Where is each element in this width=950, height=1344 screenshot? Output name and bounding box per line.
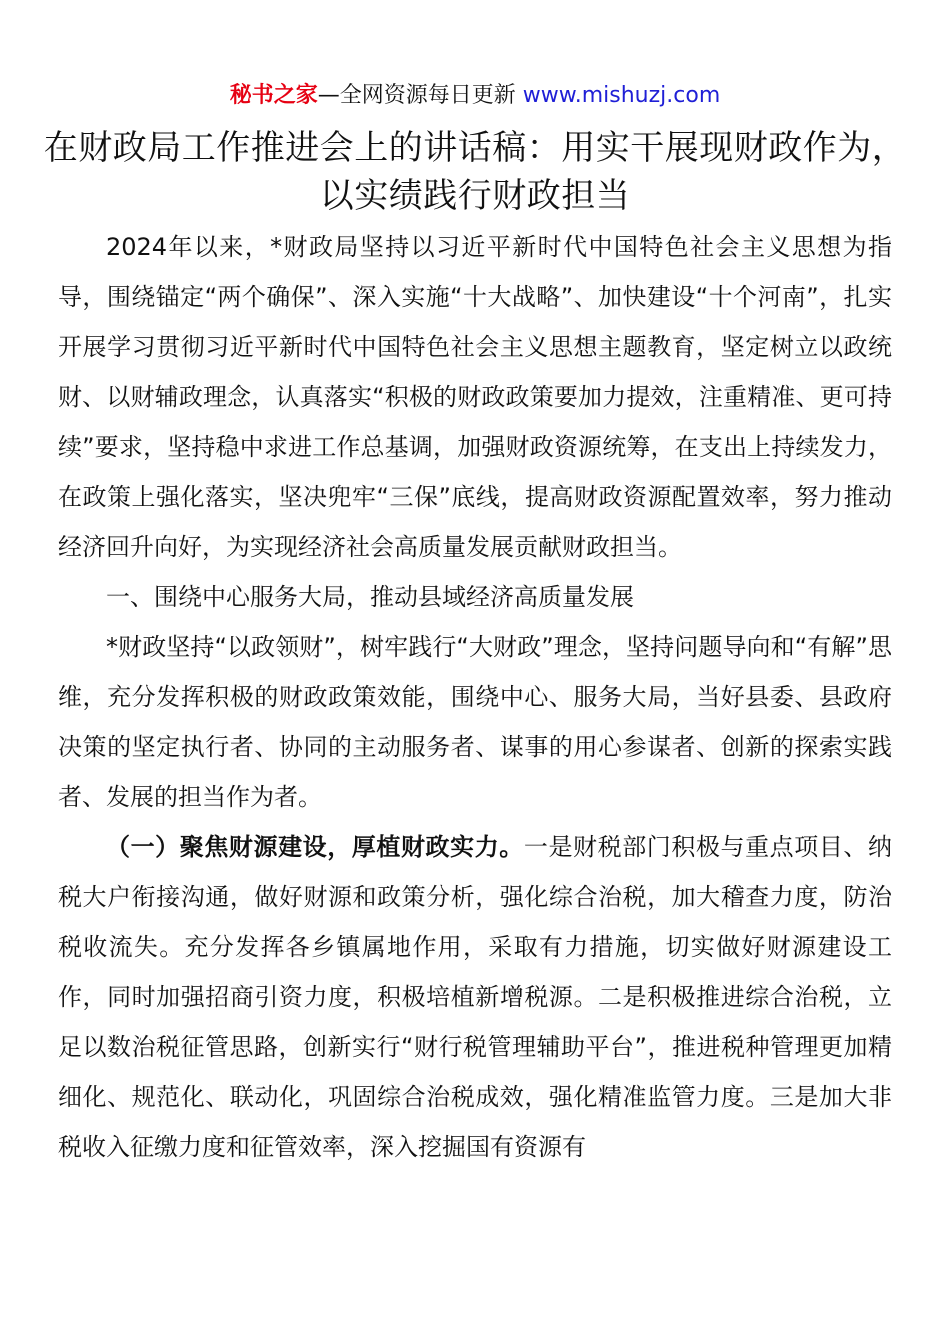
subsection-1-body: 一是财税部门积极与重点项目、纳税大户衔接沟通，做好财源和政策分析，强化综合治税，加大稽查力度，防治税收流失。充分发挥各乡镇属地作用，采取有力措施，切实做好财源建设工作，同时加强招商引资力度，积极培植新增税源。二是积极推进综合治税，立足以数治税征管思路，创新实行“财行税管理辅助平台”，推进税种管理更加精细化、规范化、联动化，巩固综合治税成效，强化精准监管力度。三是加大非税收入征缴力度和征管效率，深入挖掘国有资源有 <box>58 833 893 1161</box>
site-url-link[interactable]: www.mishuzj.com <box>522 83 721 108</box>
brand-name: 秘书之家 <box>229 83 318 108</box>
paragraph-section-1: *财政坚持“以政领财”，树牢践行“大财政”理念，坚持问题导向和“有解”思维，充分发挥积极的财政政策效能，围绕中心、服务大局，当好县委、县政府决策的坚定执行者、协同的主动服务者、谋事的用心参谋者、创新的探索实践者、发展的担当作为者。 <box>58 633 892 811</box>
document-title: 在财政局工作推进会上的讲话稿：用实干展现财政作为，以实绩践行财政担当 <box>43 128 907 216</box>
subsection-1-lead: （一）聚焦财源建设，厚植财政实力。 <box>106 833 524 861</box>
paragraph-subsection-1 <box>58 822 892 1172</box>
document-body <box>58 222 892 1172</box>
paragraph-intro: 2024年以来，*财政局坚持以习近平新时代中国特色社会主义思想为指导，围绕锚定“两个确保”、深入实施“十大战略”、加快建设“十个河南”，扎实开展学习贯彻习近平新时代中国特色社会主义思想主题教育，坚定树立以政统财、以财辅政理念，认真落实“积极的财政政策要加力提效，注重精准、更可持续”要求，坚持稳中求进工作总基调，加强财政资源统筹，在支出上持续发力，在政策上强化落实，坚决兜牢“三保”底线，提高财政资源配置效率，努力推动经济回升向好，为实现经济社会高质量发展贡献财政担当。 <box>58 233 892 561</box>
section-heading-1: 一、围绕中心服务大局，推动县域经济高质量发展 <box>106 583 634 611</box>
site-header <box>0 80 950 112</box>
header-tagline: —全网资源每日更新 <box>317 83 523 108</box>
